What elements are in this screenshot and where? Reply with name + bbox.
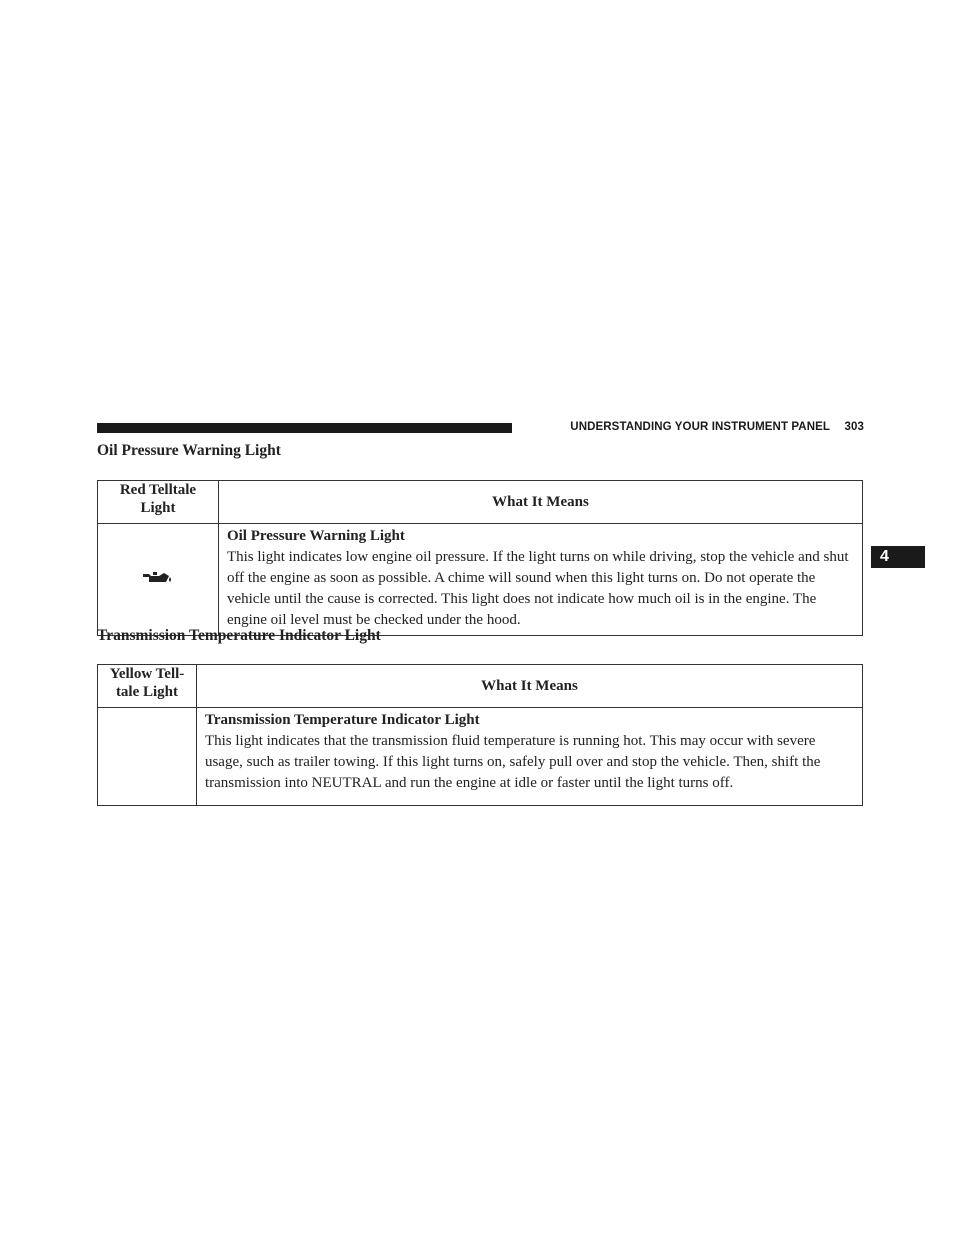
column-header-meaning: What It Means [218,481,862,524]
oil-can-icon [140,568,176,586]
entry-text: This light indicates low engine oil pressure. If the light turns on while driving, stop the vehicle and shut off the engine as soon as possible. A chime will sound when this light turns on. Do not operate the vehicle until the cause is corrected. This light does not indicate how much oil is in the engine. The engine oil level must be checked under the hood. [226,549,849,628]
column-header-meaning: What It Means [196,665,862,708]
chapter-tab: 4 [871,546,925,568]
telltale-description [218,524,862,636]
entry-title: Transmission Temperature Indicator Light [204,712,480,728]
column-header-telltale [98,481,219,524]
table-header-row [98,481,863,524]
column-header-label: Yellow Tell- tale Light [109,666,185,700]
running-header [522,418,864,438]
header-rule [97,423,512,433]
section-title-oil-pressure: Oil Pressure Warning Light [97,442,281,459]
column-header-label: Red Telltale Light [119,482,197,516]
entry-title: Oil Pressure Warning Light [226,528,405,544]
telltale-description [196,708,862,806]
telltale-icon-cell [98,708,197,806]
entry-text: This light indicates that the transmission fluid temperature is running hot. This may occur with severe usage, such as trailer towing. If this light turns on, safely pull over and stop the vehicle. Then, shift the transmission into NEUTRAL and run the engine at idle or faster until the light turns off. [204,733,821,791]
header-title: UNDERSTANDING YOUR INSTRUMENT PANEL [570,421,830,433]
telltale-icon-cell [98,524,219,636]
section-title-transmission-temp: Transmission Temperature Indicator Light [97,627,381,644]
table-row [98,524,863,636]
page-number: 303 [844,421,864,433]
table-row [98,708,863,806]
table-header-row [98,665,863,708]
oil-pressure-table [97,480,863,636]
transmission-temp-table [97,664,863,806]
column-header-telltale [98,665,197,708]
